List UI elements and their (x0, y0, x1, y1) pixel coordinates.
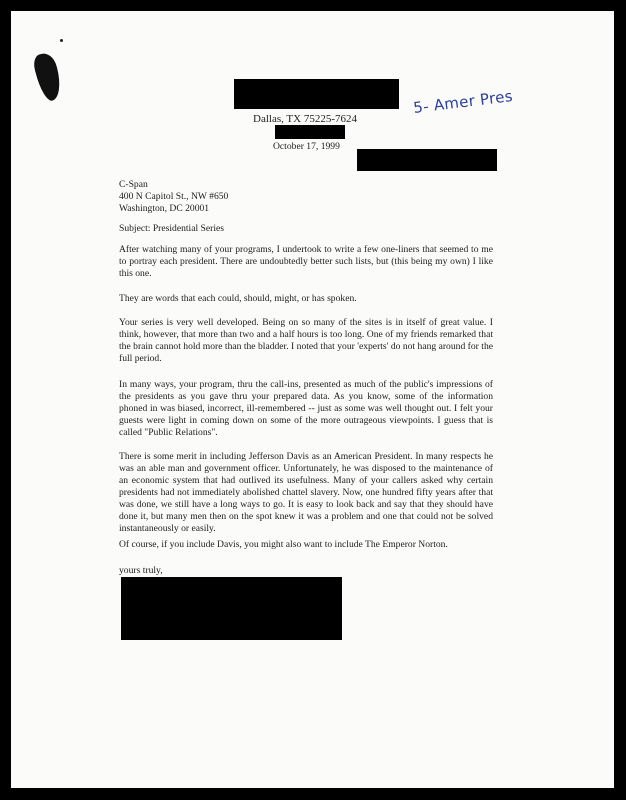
paragraph-emperor-norton: Of course, if you include Davis, you might also want to include The Emperor Norton. (119, 539, 448, 550)
letter-date: October 17, 1999 (273, 141, 340, 152)
closing: yours truly, (119, 565, 163, 576)
redacted-sender-name (234, 79, 399, 109)
ink-speck (60, 39, 63, 42)
redacted-sender-phone (275, 125, 345, 139)
paragraph-call-ins: In many ways, your program, thru the call-ins, presented as much of the public's impressions of the presidents as you gave thru your prepared data. As you know, some of the information phoned in was biased, incorrect, ill-remembered -- just as some was well thought out. I felt your guests were light in coming down on some of the more outrageous viewpoints. I guess that is called "Public Relations". (119, 379, 493, 438)
ink-blot (32, 51, 65, 103)
paragraph-series: Your series is very well developed. Being on so many of the sites is in itself of great value. I think, however, that more than two and a half hours is too long. One of my friends remarked that the brain cannot hold more than the bladder. I noted that your 'experts' do not hang around for the full period. (119, 317, 493, 364)
letter-page (11, 11, 614, 788)
redacted-signature (121, 577, 342, 640)
redacted-reference (357, 149, 497, 171)
sender-city: Dallas, TX 75225-7624 (253, 113, 357, 125)
handwritten-note: 5- Amer Pres (412, 86, 514, 118)
subject-line: Subject: Presidential Series (119, 223, 224, 234)
paragraph-jefferson-davis: There is some merit in including Jefferson Davis as an American President. In many respects he was an able man and government officer. Unfortunately, he was disposed to the maintenance of an economic system that had outlived its usefulness. Many of your callers asked why certain presidents had not immediately abolished chattel slavery. Now, one hundred fifty years after that was done, we still have a long ways to go. It is easy to look back and say that they should have done it, but many men then on the spot knew it was a problem and one that could not be solved instantaneously or easily. (119, 451, 493, 534)
paragraph-words: They are words that each could, should, might, or has spoken. (119, 293, 357, 304)
recipient-name: C-Span (119, 179, 148, 190)
paragraph-intro: After watching many of your programs, I undertook to write a few one-liners that seemed to me to portray each president. There are undoubtedly better such lists, but (this being my own) I like this one. (119, 244, 493, 279)
recipient-street: 400 N Capitol St., NW #650 (119, 191, 229, 202)
recipient-city: Washington, DC 20001 (119, 203, 210, 214)
